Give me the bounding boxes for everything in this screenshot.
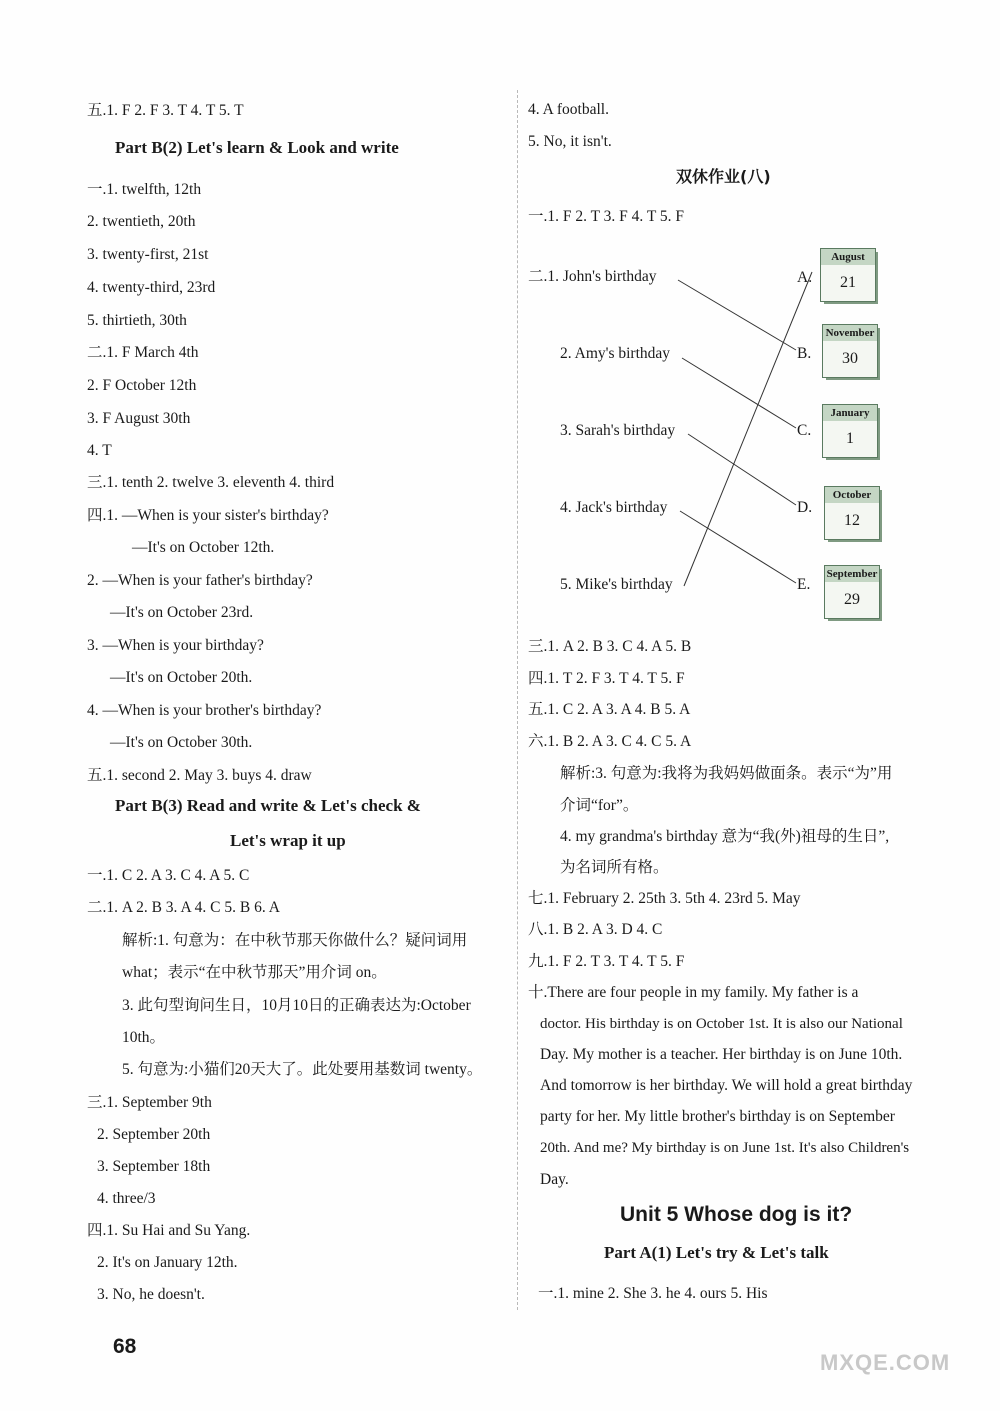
- answer-line: —It's on October 12th.: [132, 539, 275, 556]
- explanation-line: 为名词所有格。: [560, 859, 669, 876]
- calendar-card: [824, 565, 882, 621]
- explanation-line: 5. 句意为:小猫们20天大了。此处要用基数词 twenty。: [122, 1061, 483, 1078]
- match-letter: C.: [797, 422, 812, 439]
- answer-line: 2. twentieth, 20th: [87, 213, 196, 230]
- match-item: 5. Mike's birthday: [560, 576, 673, 593]
- answer-line: 九.1. F 2. T 3. T 4. T 5. F: [528, 953, 685, 970]
- answer-line: —It's on October 30th.: [110, 734, 253, 751]
- explanation-line: 介词“for”。: [560, 797, 639, 814]
- answer-line: 二.1. A 2. B 3. A 4. C 5. B 6. A: [87, 899, 280, 916]
- page-number: 68: [113, 1335, 137, 1358]
- answer-line: 2. —When is your father's birthday?: [87, 572, 313, 589]
- answer-line: 2. It's on January 12th.: [97, 1254, 238, 1271]
- explanation-line: 3. 此句型询问生日，10月10日的正确表达为:October: [122, 997, 471, 1014]
- answer-line: 六.1. B 2. A 3. C 4. C 5. A: [528, 733, 692, 750]
- essay-line: party for her. My little brother's birthday is on September: [540, 1108, 895, 1125]
- calendar-month: October: [824, 486, 880, 504]
- watermark: MXQE.COM: [820, 1350, 951, 1375]
- answer-line: 5. thirtieth, 30th: [87, 312, 187, 329]
- explanation-line: 10th。: [122, 1029, 166, 1046]
- answer-line: 七.1. February 2. 25th 3. 5th 4. 23rd 5. May: [528, 890, 801, 907]
- calendar-month: November: [822, 324, 878, 342]
- calendar-day: 12: [824, 503, 880, 540]
- explanation-line: 解析:3. 句意为:我将为我妈妈做面条。表示“为”用: [560, 765, 893, 782]
- calendar-month: September: [824, 565, 880, 583]
- calendar-card: [822, 324, 880, 380]
- section-heading: Part B(3) Read and write & Let's check &: [115, 796, 421, 815]
- answer-line: 五.1. C 2. A 3. A 4. B 5. A: [528, 701, 691, 718]
- section-heading: Part B(2) Let's learn & Look and write: [115, 138, 399, 157]
- essay-line: Day. My mother is a teacher. Her birthday is on June 10th.: [540, 1046, 903, 1063]
- answer-line: —It's on October 20th.: [110, 669, 253, 686]
- answer-line: 3. —When is your birthday?: [87, 637, 264, 654]
- calendar-day: 30: [822, 341, 878, 378]
- answer-line: 4. T: [87, 442, 112, 459]
- match-item: 2. Amy's birthday: [560, 345, 670, 362]
- match-letter: E.: [797, 576, 811, 593]
- calendar-day: 1: [822, 421, 878, 458]
- section-heading: Part A(1) Let's try & Let's talk: [604, 1243, 829, 1262]
- answer-line: 一.1. F 2. T 3. F 4. T 5. F: [528, 208, 685, 225]
- calendar-card: [820, 248, 878, 304]
- match-item: 3. Sarah's birthday: [560, 422, 676, 439]
- answer-line: 3. F August 30th: [87, 410, 191, 427]
- answer-line: 4. three/3: [97, 1190, 156, 1207]
- explanation-line: 4. my grandma's birthday 意为“我(外)祖母的生日”,: [560, 828, 890, 845]
- answer-line: 四.1. —When is your sister's birthday?: [87, 507, 329, 524]
- essay-line: 20th. And me? My birthday is on June 1st. It's also Children's: [540, 1140, 910, 1156]
- answer-line: 三.1. September 9th: [87, 1094, 212, 1111]
- explanation-line: what；表示“在中秋节那天”用介词 on。: [122, 964, 387, 981]
- match-item: 4. Jack's birthday: [560, 499, 668, 516]
- answer-line: 5. No, it isn't.: [528, 133, 612, 150]
- answer-line: 四.1. Su Hai and Su Yang.: [87, 1222, 251, 1239]
- calendar-month: January: [822, 404, 878, 422]
- essay-line: And tomorrow is her birthday. We will hold a great birthday: [540, 1077, 913, 1094]
- match-letter: A.: [797, 269, 813, 286]
- answer-line: 2. F October 12th: [87, 377, 197, 394]
- calendar-day: 29: [824, 582, 880, 619]
- answer-line: 3. September 18th: [97, 1158, 211, 1175]
- match-letter: B.: [797, 345, 812, 362]
- answer-line: —It's on October 23rd.: [110, 604, 254, 621]
- answer-line: 五.1. F 2. F 3. T 4. T 5. T: [87, 102, 244, 119]
- answer-line: 3. No, he doesn't.: [97, 1286, 205, 1303]
- answer-line: 一.1. C 2. A 3. C 4. A 5. C: [87, 867, 250, 884]
- section-heading: 双休作业(八): [676, 167, 771, 186]
- essay-line: 十.There are four people in my family. My father is a: [528, 984, 859, 1001]
- answer-line: 4. A football.: [528, 101, 609, 118]
- answer-line: 三.1. A 2. B 3. C 4. A 5. B: [528, 638, 692, 655]
- section-heading: Let's wrap it up: [230, 831, 346, 850]
- answer-line: 八.1. B 2. A 3. D 4. C: [528, 921, 663, 938]
- answer-line: 四.1. T 2. F 3. T 4. T 5. F: [528, 670, 685, 687]
- match-letter: D.: [797, 499, 813, 516]
- answer-line: 4. —When is your brother's birthday?: [87, 702, 322, 719]
- calendar-day: 21: [820, 265, 876, 302]
- answer-line: 五.1. second 2. May 3. buys 4. draw: [87, 767, 312, 784]
- answer-line: 4. twenty-third, 23rd: [87, 279, 216, 296]
- answer-line: 一.1. twelfth, 12th: [87, 181, 202, 198]
- calendar-card: [822, 404, 880, 460]
- answer-line: 二.1. F March 4th: [87, 344, 199, 361]
- calendar-card: [824, 486, 882, 542]
- answer-line: 2. September 20th: [97, 1126, 211, 1143]
- essay-line: Day.: [540, 1171, 569, 1188]
- calendar-month: August: [820, 248, 876, 266]
- answer-line: 3. twenty-first, 21st: [87, 246, 209, 263]
- answer-line: 一.1. mine 2. She 3. he 4. ours 5. His: [538, 1285, 768, 1302]
- answer-line: 三.1. tenth 2. twelve 3. eleventh 4. third: [87, 474, 335, 491]
- unit-title: Unit 5 Whose dog is it?: [620, 1203, 853, 1226]
- match-item: 二.1. John's birthday: [528, 268, 657, 285]
- essay-line: doctor. His birthday is on October 1st. It is also our National: [540, 1016, 903, 1032]
- explanation-line: 解析:1. 句意为：在中秋节那天你做什么？疑问词用: [122, 932, 468, 949]
